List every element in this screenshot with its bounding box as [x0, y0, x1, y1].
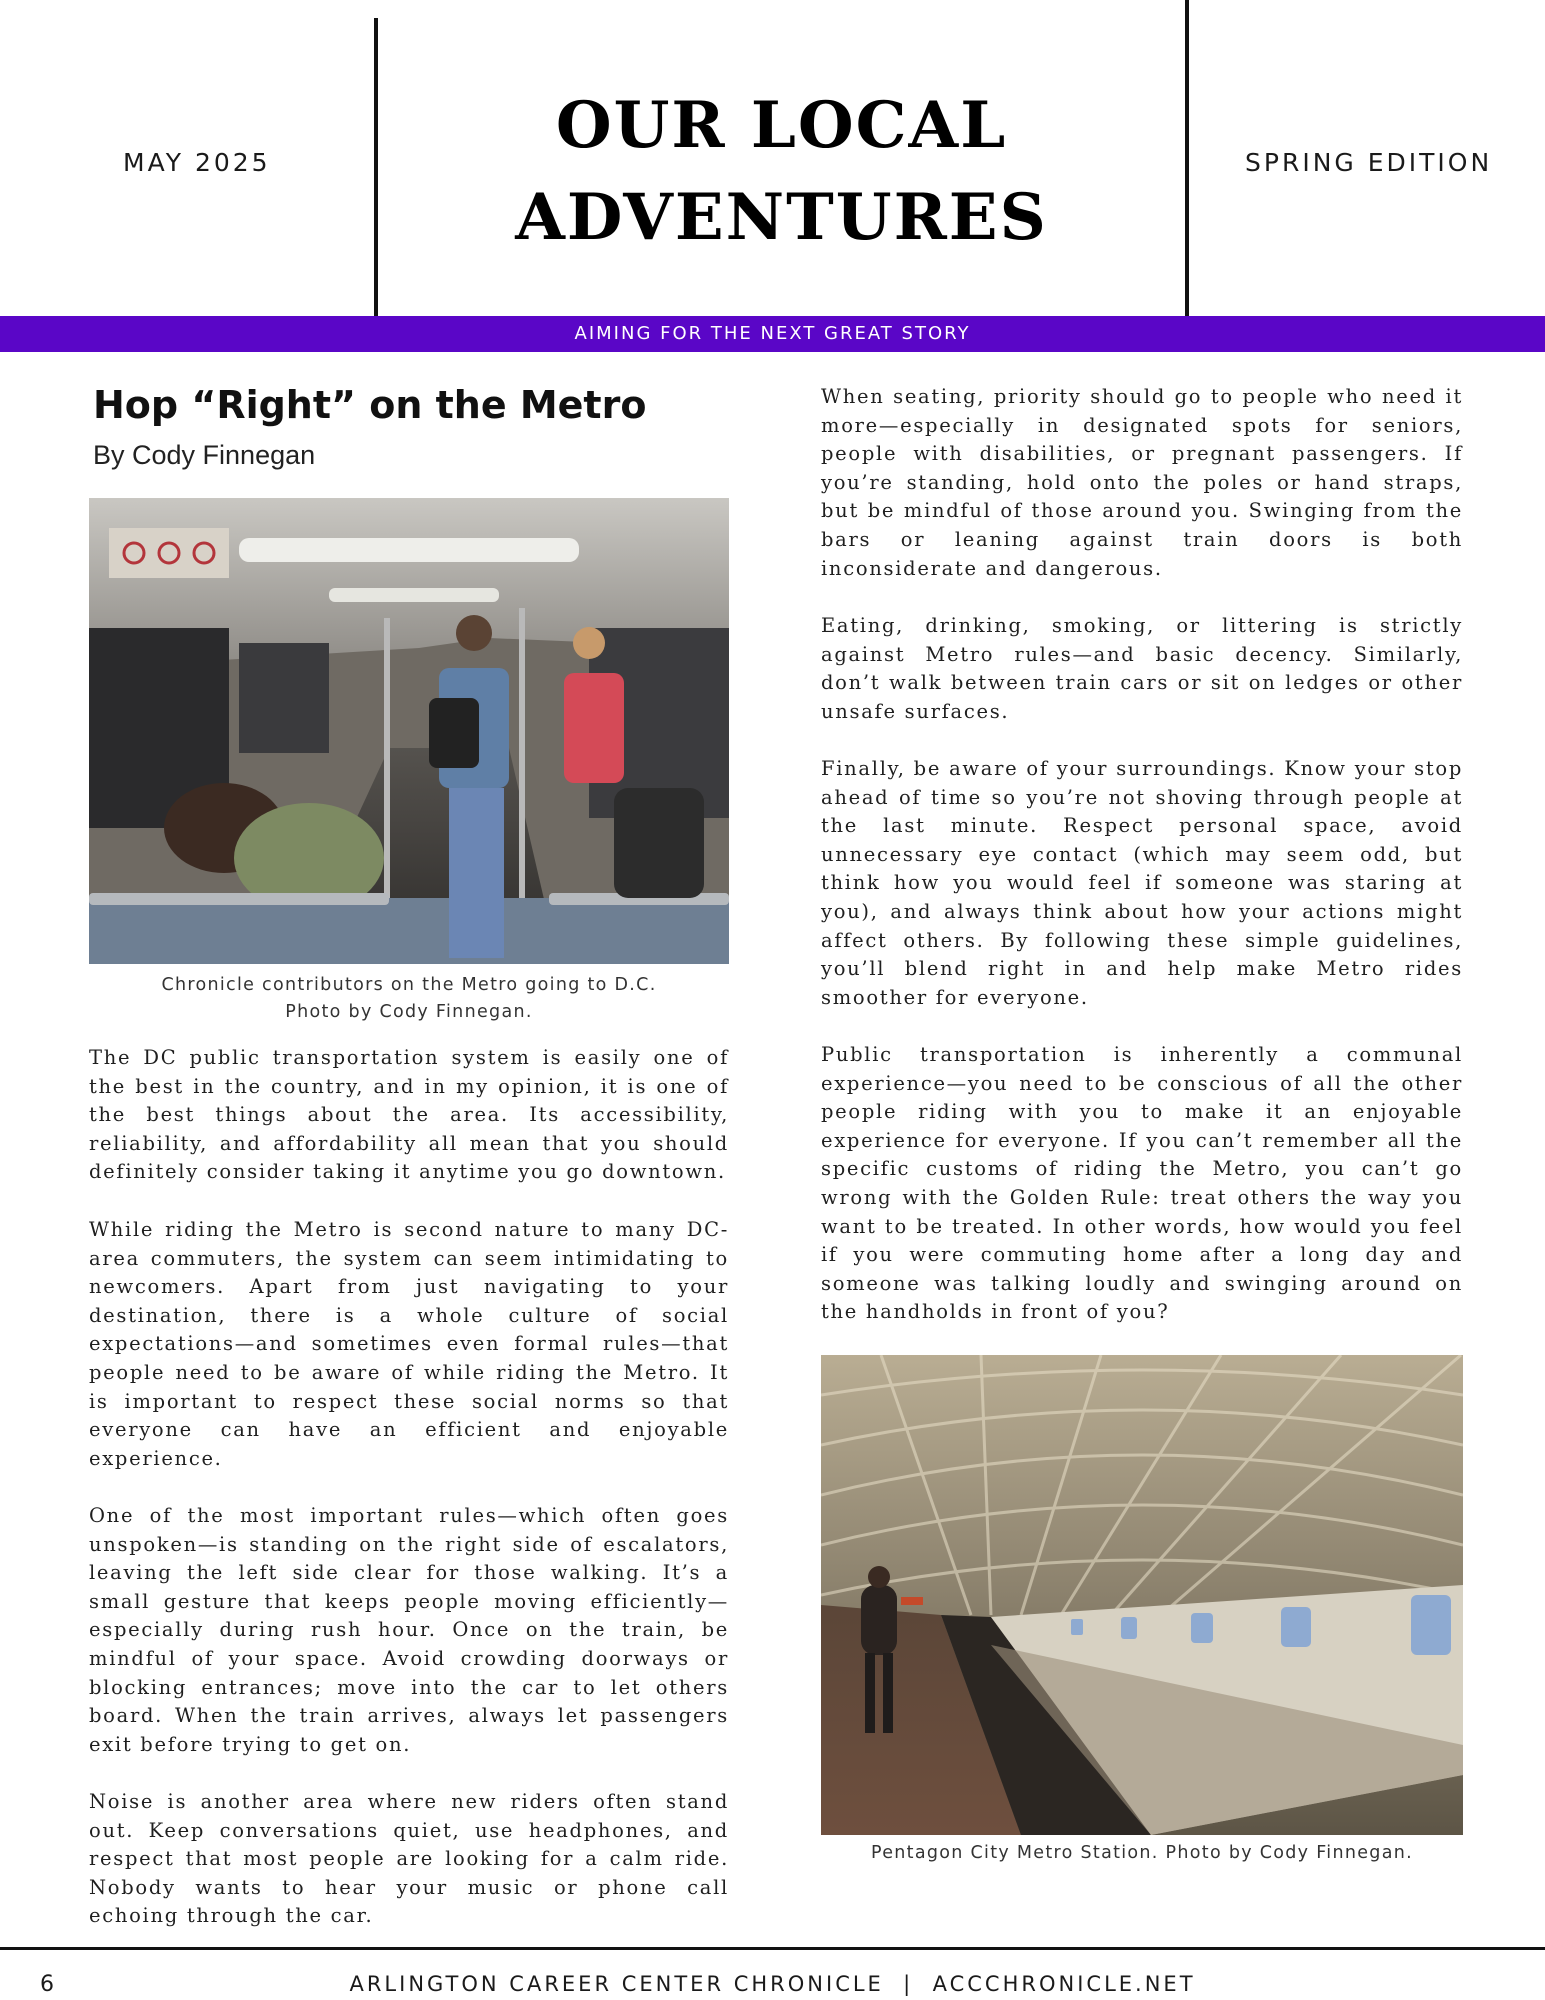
- metro-car-photo: [89, 498, 729, 964]
- title-line-1: OUR LOCAL: [555, 88, 1008, 163]
- article-paragraph: Eating, drinking, smoking, or littering is strictly against Metro rules—and basic decency. Similarly, don’t walk between train cars or sit on ledges or other unsafe surfaces.: [821, 614, 1463, 723]
- article-paragraph: While riding the Metro is second nature to many DC-area commuters, the system can seem intimidating to newcomers. Apart from just navigating to your destination, there is a whole culture of social expectations—and sometimes even formal rules—that people need to be aware of while riding the Metro. It is important to respect these social norms so that everyone can have an efficient and enjoyable experience.: [89, 1218, 729, 1470]
- header-divider-right: [1185, 0, 1189, 336]
- article-headline: Hop “Right” on the Metro: [93, 383, 647, 427]
- photo1-caption-line1: Chronicle contributors on the Metro going to D.C.: [161, 975, 657, 995]
- page-number: 6: [40, 1972, 54, 1997]
- article-paragraph: One of the most important rules—which often goes unspoken—is standing on the right side of escalators, leaving the left side clear for those walking. It’s a small gesture that keeps people moving efficiently—especially during rush hour. Once on the train, be mindful of your space. Avoid crowding doorways or blocking entrances; move into the car to let others board. When the train arrives, always let passengers exit before trying to get on.: [89, 1504, 729, 1756]
- tagline: AIMING FOR THE NEXT GREAT STORY: [574, 323, 971, 344]
- tagline-band: [0, 316, 1545, 352]
- issue-date: MAY 2025: [123, 148, 271, 177]
- title-line-2: ADVENTURES: [515, 180, 1048, 255]
- article-paragraph: Noise is another area where new riders often stand out. Keep conversations quiet, use headphones, and respect that most people are looking for a calm ride. Nobody wants to hear your music or phone call echoing through the car.: [89, 1790, 729, 1928]
- photo1-caption-line2: Photo by Cody Finnegan.: [285, 1002, 533, 1022]
- article-byline: By Cody Finnegan: [93, 440, 316, 470]
- article-paragraph: Finally, be aware of your surroundings. Know your stop ahead of time so you’re not shoving through people at the last minute. Respect personal space, avoid unnecessary eye contact (which may seem odd, but think how you would feel if someone was staring at you), and always think about how your actions might affect others. By following these simple guidelines, you’ll blend right in and help make Metro rides smoother for everyone.: [821, 757, 1463, 1009]
- photo2-caption: Pentagon City Metro Station. Photo by Cody Finnegan.: [870, 1843, 1413, 1863]
- masthead-header: [0, 0, 1545, 316]
- metro-station-photo: [821, 1355, 1463, 1835]
- article-paragraph: Public transportation is inherently a communal experience—you need to be conscious of all the other people riding with you to make it an enjoyable experience for everyone. If you can’t remember all the specific customs of riding the Metro, you can’t go wrong with the Golden Rule: treat others the way you want to be treated. In other words, how would you feel if you were commuting home after a long day and someone was talking loudly and swinging around on the handholds in front of you?: [821, 1043, 1463, 1324]
- footer-rule: [0, 1947, 1545, 1950]
- article-paragraph: When seating, priority should go to people who need it more—especially in designated spots for seniors, people with disabilities, or pregnant passengers. If you’re standing, hold onto the poles or hand straps, but be mindful of those around you. Swinging from the bars or leaning against train doors is both inconsiderate and dangerous.: [821, 385, 1463, 580]
- edition-label: SPRING EDITION: [1245, 148, 1493, 177]
- article-paragraph: The DC public transportation system is easily one of the best in the country, and in my opinion, it is one of the best things about the area. Its accessibility, reliability, and affordability all mean that you should definitely consider taking it anytime you go downtown.: [89, 1046, 729, 1184]
- newsletter-title: [378, 80, 1185, 264]
- photo1-caption: [89, 972, 729, 1026]
- footer-publication: ARLINGTON CAREER CENTER CHRONICLE | ACCCHRONICLE.NET: [349, 1972, 1196, 1996]
